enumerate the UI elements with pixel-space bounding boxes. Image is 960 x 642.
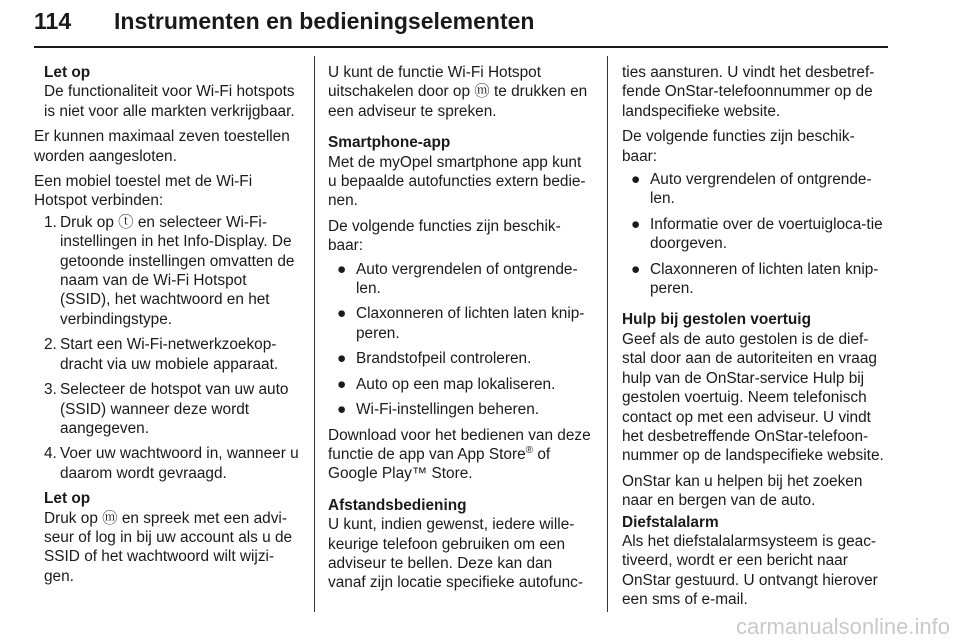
list-item <box>34 335 300 374</box>
column-divider-2 <box>607 56 608 612</box>
note-title: Let op <box>44 490 91 508</box>
step-number: 2. <box>44 336 57 354</box>
step-text: Selecteer de hotspot van uw auto (SSID) wanneer deze wordt aangegeven. <box>60 381 289 437</box>
bullet: ● <box>631 260 641 278</box>
bullet-list <box>622 170 888 298</box>
bullet: ● <box>337 350 347 368</box>
bullet-text: Wi-Fi-instellingen beheren. <box>356 401 540 419</box>
note-title: Let op <box>44 64 91 81</box>
list-item <box>34 380 300 438</box>
bullet-text: Claxonneren of lichten laten knip-peren. <box>356 305 585 342</box>
bullet-text: Auto vergrendelen of ontgrende-len. <box>356 260 578 298</box>
page-title: Instrumenten en bedieningselementen <box>114 8 535 34</box>
connect-steps-list <box>34 213 300 483</box>
section-heading: Diefstalalarm <box>622 513 719 531</box>
bullet: ● <box>337 375 347 393</box>
paragraph: U kunt de functie Wi-Fi Hotspot uitschakelen door op ⓜ te drukken en een adviseur te spreken. <box>328 64 588 120</box>
note-change-ssid <box>44 489 300 586</box>
section-theft-alarm <box>622 513 888 610</box>
list-item <box>328 349 594 368</box>
list-item <box>34 444 300 483</box>
bullet: ● <box>631 171 641 189</box>
page-header <box>34 4 890 44</box>
column-2 <box>328 63 594 599</box>
note-text: Druk op ⓜ en spreek met een advi-seur of log in bij uw account als u de SSID of het wachtwoord wilt wijzi-gen. <box>44 509 293 585</box>
list-item <box>328 375 594 394</box>
download-text-end: of Google Play™ Store. <box>328 445 551 483</box>
bullet: ● <box>631 215 641 233</box>
watermark: carmanualsonline.info <box>735 614 950 639</box>
paragraph: Een mobiel toestel met de Wi-Fi Hotspot verbinden: <box>34 173 253 210</box>
bullet-text: Informatie over de voertuigloca-tie doorgeven. <box>650 215 883 253</box>
step-text: Start een Wi-Fi-netwerkzoekop-dracht via uw mobiele apparaat. <box>60 336 279 373</box>
note-wifi-availability <box>44 63 300 121</box>
bullet-list <box>328 260 594 420</box>
list-item <box>622 215 888 254</box>
paragraph-download <box>328 426 594 484</box>
column-3 <box>622 63 888 616</box>
list-item <box>622 260 888 299</box>
note-text: De functionaliteit voor Wi-Fi hotspots is niet voor alle markten verkrijgbaar. <box>44 83 295 120</box>
paragraph: Er kunnen maximaal zeven toestellen worden aangesloten. <box>34 128 290 165</box>
step-number: 1. <box>44 213 57 231</box>
list-item <box>34 213 300 329</box>
section-remote-control <box>328 496 594 593</box>
registered-mark: ® <box>525 444 534 456</box>
paragraph: Als het diefstalalarmsysteem is geac-tiveerd, wordt er een bericht naar OnStar gestuurd. U ontvangt hierover een sms of e-mail. <box>622 532 878 609</box>
bullet: ● <box>337 401 347 419</box>
step-number: 4. <box>44 445 57 463</box>
paragraph: Geef als de auto gestolen is de dief-stal door aan de autoriteiten en vraag hulp van de OnStar-service Hulp bij gestolen voertuig. Neem telefonisch contact op met een adviseur. U vindt het desbetreffende OnStar-telefoon-nummer op de landspecifieke website. <box>622 330 884 465</box>
bullet-text: Claxonneren of lichten laten knip-peren. <box>650 260 879 298</box>
paragraph: Met de myOpel smartphone app kunt u bepaalde autofuncties extern bedie-nen. <box>328 153 586 210</box>
step-text: Druk op ⓣ en selecteer Wi-Fi-instellingen in het Info-Display. De getoonde instellingen omvatten de naam van de Wi-Fi Hotspot (SSID), het wachtwoord en het verbindingstype. <box>60 213 295 328</box>
bullet-text: Auto vergrendelen of ontgrende-len. <box>650 171 872 208</box>
section-heading: Afstandsbediening <box>328 496 467 514</box>
paragraph: De volgende functies zijn beschik-baar: <box>328 217 561 255</box>
list-item <box>328 400 594 419</box>
paragraph: U kunt, indien gewenst, iedere wille-keurige telefoon gebruiken om een adviseur te bellen. Deze kan dan vanaf zijn locatie specifieke autofunc- <box>328 516 583 592</box>
section-heading: Smartphone-app <box>328 134 451 152</box>
section-smartphone-app <box>328 133 594 211</box>
step-text: Voer uw wachtwoord in, wanneer u daarom wordt gevraagd. <box>60 445 299 482</box>
header-rule <box>34 46 888 48</box>
list-item <box>328 304 594 343</box>
column-1 <box>34 63 300 592</box>
paragraph: OnStar kan u helpen bij het zoeken naar en bergen van de auto. <box>622 472 863 510</box>
step-number: 3. <box>44 381 57 399</box>
bullet-text: Brandstofpeil controleren. <box>356 350 532 368</box>
list-item <box>622 170 888 209</box>
page-number: 114 <box>34 8 72 34</box>
column-divider-1 <box>314 56 315 612</box>
list-item <box>328 260 594 299</box>
section-stolen-vehicle <box>622 310 888 465</box>
bullet-text: Auto op een map lokaliseren. <box>356 375 556 393</box>
bullet: ● <box>337 305 347 323</box>
download-text: Download voor het bedienen van deze functie de app van App Store <box>328 426 591 463</box>
paragraph: De volgende functies zijn beschik-baar: <box>622 128 855 165</box>
section-heading: Hulp bij gestolen voertuig <box>622 311 811 329</box>
paragraph: ties aansturen. U vindt het desbetref-fende OnStar-telefoonnummer op de landspecifieke website. <box>622 64 875 120</box>
bullet: ● <box>337 260 347 278</box>
